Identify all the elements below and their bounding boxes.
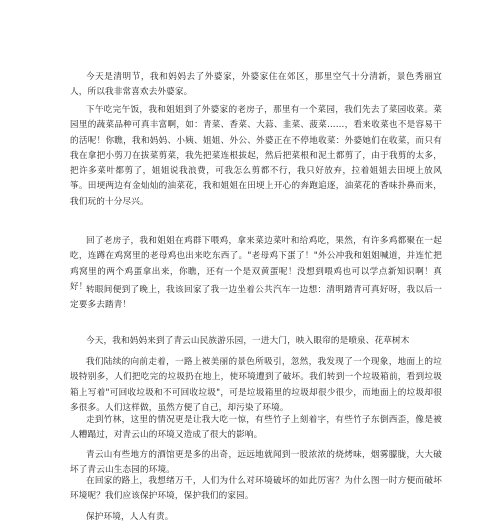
paragraph-10: 保护环境，人人有责。 — [86, 512, 174, 522]
paragraph-6: 我们陆续的向前走着，一路上被美丽的景色所吸引，忽然，我发现了一个现象，地面上的垃圾特别多，人们把吃完的垃圾扔在地上，使环境遭到了破坏。我们转到一个垃圾箱前，看到垃圾箱上写着"可回收垃圾和不可回收垃圾"，可是垃圾箱里的垃圾却很少很少，而地面上的垃圾却很多很多。人们这样做，虽然方便了自己，却污染了环境。 — [70, 357, 442, 413]
paragraph-7: 走到竹林，这里的情况更是让我大吃一惊，有些竹子上刻着字，有些竹子东倒西歪，像是被人糟蹋过，对青云山的环境又造成了很大的影响。 — [70, 415, 442, 441]
paragraph-2: 下午吃完午饭，我和姐姐到了外婆家的老房子，那里有一个菜园，我们先去了菜园收菜。菜园里的蔬菜品种可真丰富啊，如：青菜、香菜、大蒜、韭菜、菠菜……，看来收菜也不是容易干的活呢！你瞧，我和妈妈、小姨、姐姐、外公、外婆正在不停地收菜：外婆她们在收菜，而只有我在拿把小剪刀在拔菜剪菜，我先把菜连根拔起，然后把菜根和泥土都剪了，由于我剪的太多，把许多菜叶都剪了，姐姐说我浪费，可我怎么剪都不行，我只好放弃，拉着姐姐去田埂上放风筝。田埂两边有金灿灿的油菜花，我和姐姐在田埂上开心的奔跑追逐，油菜花的香味扑鼻而来，我们玩的十分尽兴。 — [70, 105, 442, 207]
paragraph-9: 在回家的路上，我想绪万千，人们为什么对环境破坏的如此厉害？为什么图一时方便而破坏环境呢？我们应该保护环境，保护我们的家园。 — [70, 476, 442, 502]
paragraph-1: 今天是清明节，我和妈妈去了外婆家，外婆家住在郊区，那里空气十分清新，景色秀丽宜人，所以我非常喜欢去外婆家。 — [70, 72, 442, 98]
paragraph-8: 青云山有些地方的酒馆更是多的出奇，远远地就闻到一股浓浓的烧烤味，烟雾朦胧，大大破坏了青云山生态园的环境。 — [70, 450, 442, 476]
paragraph-3: 回了老房子，我和姐姐在鸡群下喂鸡，拿来菜边菜叶和给鸡吃，果然，有许多鸡都聚在一起吃，连蹲在鸡窝里的老母鸡也出来吃东西了。"老母鸡下蛋了！"外公冲我和姐姐喊道，并连忙把鸡窝里的两个鸡蛋拿出来，你瞧，还有一个是双黄蛋呢！没想到喂鸡也可以学点新知识啊！真好！ — [70, 236, 442, 292]
paragraph-5: 今天，我和妈妈来到了青云山民族游乐园，一进大门，映入眼帘的是喷泉、花草树木 — [86, 336, 410, 346]
paragraph-4: 转眼间便到了晚上，我该回家了我一边坐着公共汽车一边想：清明踏青可真好呀，我以后一定要多去踏青！ — [70, 285, 442, 311]
